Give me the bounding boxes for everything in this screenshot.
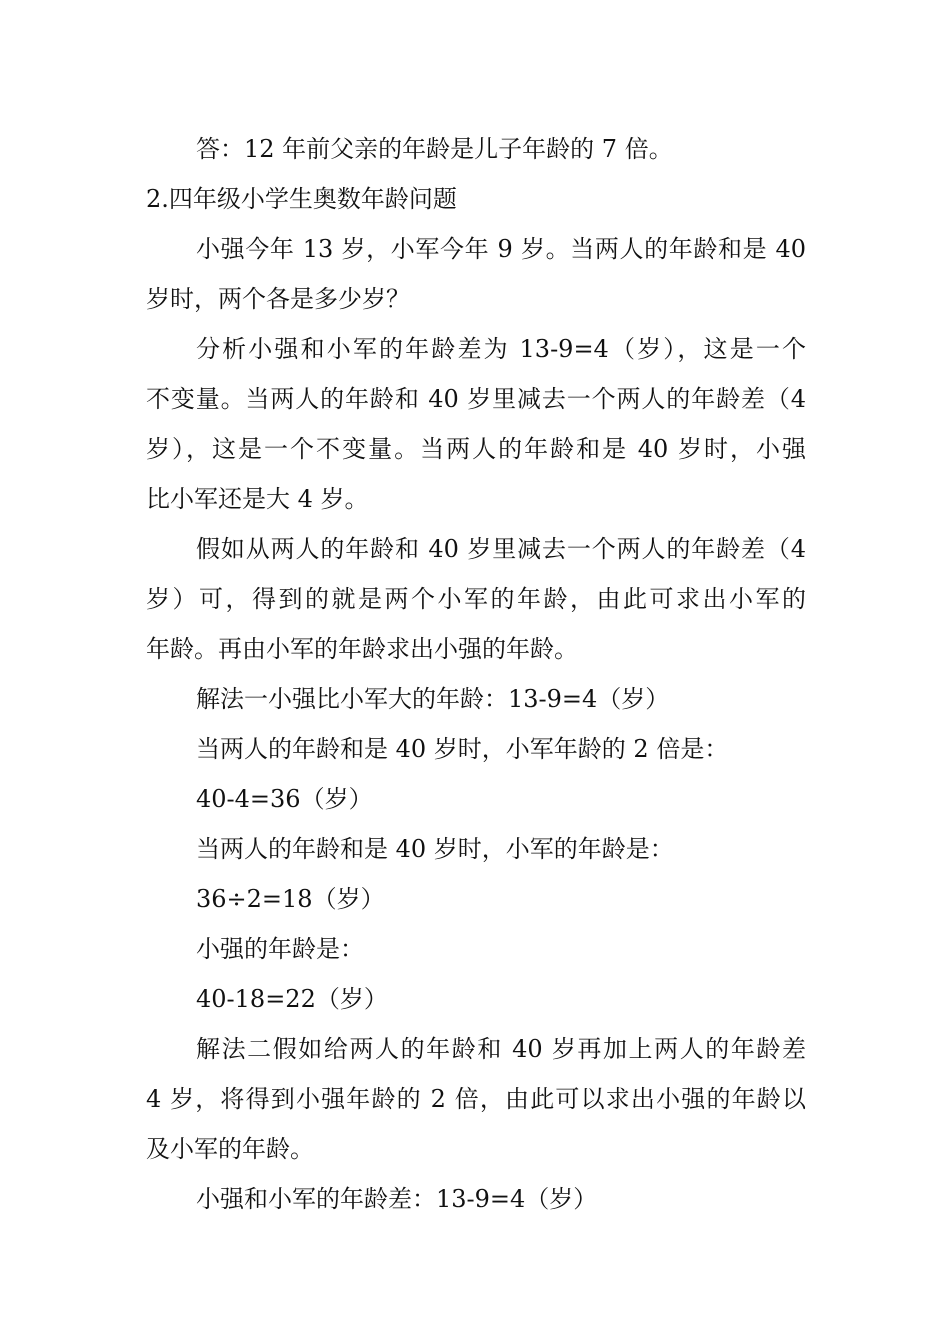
method-two-line-3: 及小军的年龄。	[146, 1135, 314, 1163]
method-two-line-1: 解法二假如给两人的年龄和 40 岁再加上两人的年龄差	[196, 1035, 806, 1063]
hypothesis-line-3: 年龄。再由小军的年龄求出小强的年龄。	[146, 635, 578, 663]
section-heading: 2.四年级小学生奥数年龄问题	[146, 185, 457, 213]
problem-text-line-1: 小强今年 13 岁，小军今年 9 岁。当两人的年龄和是 40	[196, 235, 806, 263]
method-one-step-3: 小强的年龄是：	[196, 935, 364, 963]
analysis-line-4: 比小军还是大 4 岁。	[146, 485, 369, 513]
method-two-line-2: 4 岁，将得到小强年龄的 2 倍，由此可以求出小强的年龄以	[146, 1085, 806, 1113]
method-one-calc-2: 36÷2=18（岁）	[196, 885, 385, 913]
method-one-calc-1: 40-4=36（岁）	[196, 785, 373, 813]
hypothesis-line-1: 假如从两人的年龄和 40 岁里减去一个两人的年龄差（4	[196, 535, 806, 563]
answer-line: 答：12 年前父亲的年龄是儿子年龄的 7 倍。	[196, 135, 673, 163]
method-one-step-2: 当两人的年龄和是 40 岁时，小军的年龄是：	[196, 835, 674, 863]
method-two-step-1: 小强和小军的年龄差：13-9=4（岁）	[196, 1185, 598, 1213]
analysis-line-1: 分析小强和小军的年龄差为 13-9=4（岁），这是一个	[196, 335, 806, 363]
hypothesis-line-2: 岁）可，得到的就是两个小军的年龄，由此可求出小军的	[146, 585, 806, 613]
method-one-step-1: 当两人的年龄和是 40 岁时，小军年龄的 2 倍是：	[196, 735, 729, 763]
method-one-line: 解法一小强比小军大的年龄：13-9=4（岁）	[196, 685, 670, 713]
method-one-calc-3: 40-18=22（岁）	[196, 985, 388, 1013]
analysis-line-2: 不变量。当两人的年龄和 40 岁里减去一个两人的年龄差（4	[146, 385, 806, 413]
analysis-line-3: 岁），这是一个不变量。当两人的年龄和是 40 岁时，小强	[146, 435, 806, 463]
problem-text-line-2: 岁时，两个各是多少岁？	[146, 285, 410, 313]
